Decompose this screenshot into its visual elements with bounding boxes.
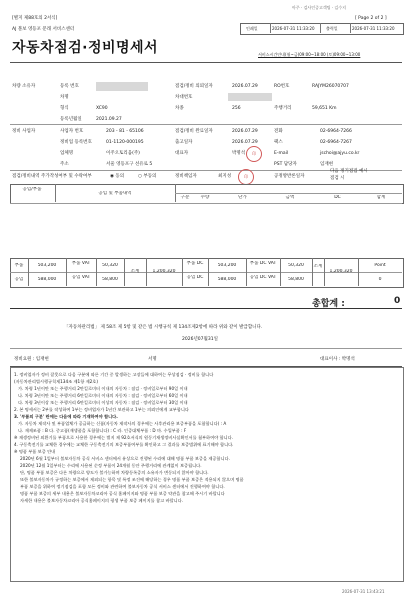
mileage-label: 주행거리 bbox=[274, 106, 292, 111]
parts-h2: 공임 및 부품내역 bbox=[98, 191, 132, 196]
reg-no-label: 등록 번호 bbox=[60, 84, 79, 89]
shop-no-value: 01-1120-000195 bbox=[106, 140, 144, 145]
email-label: E-mail bbox=[274, 151, 289, 156]
year-value: 2021.09.27 bbox=[96, 117, 122, 122]
next-inspection-label: 다음 정기점검 예시 bbox=[330, 169, 368, 174]
company-label: 업체명 bbox=[60, 151, 74, 156]
fax-label: 팩스 bbox=[274, 140, 283, 145]
output-label: 출력일 bbox=[326, 26, 338, 31]
sum-dc-vat-label-parts: 부품 DC VAT bbox=[249, 261, 277, 266]
ro-label: RO번호 bbox=[274, 84, 290, 89]
law-statement: 「자동차관리법」 제 58조 제 5항 및 같은 법 시행규칙 제 134조제2항에 따라 위와 같이 발급합니다. bbox=[64, 325, 263, 330]
recv-date-value: 2026.07.29 bbox=[232, 84, 258, 89]
subtotal-label: 소계 bbox=[130, 269, 140, 274]
business-label: 정비 사업자 bbox=[12, 129, 36, 134]
col-dc: DC bbox=[334, 195, 341, 200]
ro-value: RAJYM26070707 bbox=[312, 84, 349, 89]
biz-no-value: 203 - 81 - 65106 bbox=[106, 129, 144, 134]
shop-no-label: 정비업 등록번호 bbox=[60, 140, 92, 145]
mileage-value: 59,651 Km bbox=[312, 106, 337, 111]
cc-value: 256 bbox=[232, 106, 241, 111]
note-line: 2020년 6월 1일부터 볼보자동차 공식 서비스 센터에서 유상으로 진행된 수리에 대해 명품 부품 보증을 제공합니다. bbox=[20, 456, 230, 461]
sum-vat-parts: 50,320 bbox=[102, 263, 118, 268]
receiver-label: 정비요원 : 임재현 bbox=[14, 357, 49, 362]
email-value: jschoi@ajyu.co.kr bbox=[320, 151, 360, 156]
note-line: ※ 재생정비된 외환기를 부품으로 사용한 경우에는 별지 제 92호서식의 원동기재생정비사실확인서를 첨부하여야 합니다. bbox=[14, 435, 233, 440]
done-date-value: 2026.07.29 bbox=[232, 129, 258, 134]
pst-value: 임재현 bbox=[320, 162, 334, 167]
footer-timestamp: 2026-07-31 13:43:21 bbox=[342, 589, 385, 594]
point-value: 0 bbox=[378, 277, 382, 282]
note-line: ※ 명품 부품 보증 안내 bbox=[14, 449, 56, 454]
service-hours: 서비스시간안내(월~금)09:00~18:00 (토)09:00~13:00 bbox=[258, 52, 361, 57]
sum-cat-parts: 부품 bbox=[14, 263, 24, 268]
sum-amt-parts: 503,200 bbox=[37, 263, 57, 268]
warranty-label: 공정방반론일자 bbox=[274, 174, 305, 179]
address-label: 주소 bbox=[60, 162, 69, 167]
issue-date: 2026년07월31일 bbox=[182, 337, 218, 342]
dc-subtotal-label: 소계 bbox=[313, 264, 323, 269]
note-line: 3. '부품의 구분' 란에는 다음에 따라 기재하여야 합니다. bbox=[14, 414, 118, 419]
note-line: 자세한 내용은 볼보자동차코리아 공식홈페이지의 평생 부품 보증 페이지를 참고 바랍니다. bbox=[20, 498, 183, 503]
biz-no-label: 사업자 번호 bbox=[60, 129, 84, 134]
fax-value: 02-6964-7267 bbox=[320, 140, 352, 145]
note-line: 가. 차령 1년이만 또는 주행거리 2만킬로미터 이내의 자동차 : 점검 · 정비일로부터 90일 이내 bbox=[18, 386, 188, 391]
mechanic-seal: 印 bbox=[238, 169, 254, 185]
company-value: 이주오토리움(주) bbox=[106, 151, 140, 156]
service-center-name: AJ 볼보 영등포 문래 서비스센터 bbox=[12, 27, 75, 32]
tel-value: 02-6964-7266 bbox=[320, 129, 352, 134]
note-line: (자동차관리법시행규칙제134조 제1항 제2호) bbox=[14, 379, 98, 384]
next-inspection-value: 점검 시 bbox=[330, 176, 345, 181]
col-category: 구분 bbox=[180, 195, 190, 200]
print-label: 인쇄일 bbox=[246, 26, 258, 31]
address-value: 서울 영등포구 선유로 5 bbox=[106, 162, 153, 167]
cc-label: 차종 bbox=[175, 106, 184, 111]
sum-amt-labor: 588,000 bbox=[37, 277, 57, 282]
model-label: 차명 bbox=[60, 95, 69, 100]
note-line: 또한 볼보자동차가 규정하는 보증에서 제외되는 항목 및 특정 조건에 해당하는 경우 명품 부품 보증은 적용되지 않으며 명품 bbox=[20, 477, 244, 482]
sum-vat-labor: 58,800 bbox=[102, 277, 118, 282]
note-line: 1. 정비업자가 정비 잘못으로 다음 구분에 따른 기간 중 발생하는 고장들에 대하여는 무상점검 · 정비를 합니다 bbox=[14, 372, 214, 377]
document-title: 자동차점검·정비명세서 bbox=[12, 40, 159, 56]
note-line: 나. 차령 3년이만 또는 주행거리 6만킬로미터 이내의 자동차 : 점검 · 정비일로부터 60일 이내 bbox=[18, 393, 188, 398]
note-line: 4. 구동축전기를 교체한 경우에는 교체한 구동축전기의 보증부품여부를 확인하고 그 결과를 보증범위에 표기해야 합니다. bbox=[14, 442, 234, 447]
sum-dc-labor: 588,000 bbox=[217, 277, 237, 282]
year-label: 등록년월일 bbox=[60, 117, 82, 122]
sum-dc-vat-labor: 58,800 bbox=[288, 277, 304, 282]
mechanic-value: 최지성 bbox=[218, 174, 232, 179]
ceo-label: 대표이사 : 박명석 bbox=[320, 357, 355, 362]
consent-label: 점검/정비내역 주가작성여부 및 수락여부 bbox=[12, 174, 92, 179]
note-line: 단, 명품 부품 보증은 다른 차량으로 양도가 불가능하며 차량등록증의 소유자가 변동되지 않아야 합니다. bbox=[20, 470, 209, 475]
owner-label: 차량 소유자 bbox=[12, 84, 36, 89]
redacted-vin bbox=[228, 93, 272, 101]
sum-vat-label-labor: 공임 VAT bbox=[71, 275, 91, 280]
form-number: [별지 제88호의 2서식] bbox=[12, 16, 58, 21]
parts-h1: 공임/부품 bbox=[22, 187, 42, 192]
total-value: 0 bbox=[394, 296, 401, 306]
note-line: 부품 보증을 위하여 정기점검을 포함 모든 정비와 관련하여 볼보자동차 공식 서비스 센터에서 진행하여야 합니다. bbox=[20, 484, 225, 489]
company-seal: 印 bbox=[246, 146, 262, 162]
col-qty: 수량 bbox=[200, 195, 210, 200]
mechanic-label: 정비책임자 bbox=[175, 174, 197, 179]
col-unit-price: 단가 bbox=[238, 195, 247, 200]
recv-date-label: 점검/정비 의뢰일자 bbox=[175, 84, 213, 89]
subtotal-value: 1,200,320 bbox=[152, 269, 176, 274]
rep-value: 박명석 bbox=[232, 151, 246, 156]
note-line: 나. 재제조품 : B 다. 중고품(재생품을 포함합니다) : C 라. 인증대체부품 : D 마. 수입부품 : F bbox=[18, 428, 187, 433]
redacted-plate bbox=[96, 82, 148, 91]
note-line: 다. 차령 3년이상 또는 주행거리 6만킬로미터 이상의 자동차 : 점검 · 정비일로부터 30일 이내 bbox=[18, 400, 188, 405]
note-line: 가. 자동차 제작사 및 부품업체가 공급하는 신품(자동차 제작사의 경우에는 사후관리용 보증부품을 포함합니다) : A bbox=[18, 421, 227, 426]
note-line: 2. 본 명세서는 2부를 작성하여 1부는 정비업자가 1년간 보관하고 1부는 의뢰인에게 교부합니다 bbox=[14, 407, 189, 412]
type-value: XC90 bbox=[96, 106, 108, 111]
print-value: 2026-07-31 11:33:20 bbox=[272, 26, 315, 31]
consent-no[interactable]: ○ 부동의 bbox=[138, 174, 157, 179]
col-amount: 금액 bbox=[285, 195, 295, 200]
sum-dc-vat-parts: 50,320 bbox=[288, 263, 304, 268]
sum-dc-label-parts: 부품 DC bbox=[186, 261, 204, 266]
col-total: 합계 bbox=[376, 195, 386, 200]
out-date-value: 2026.07.29 bbox=[232, 140, 258, 145]
page-indicator: [ Page 2 of 2 ] bbox=[355, 16, 387, 21]
done-date-label: 점검/정비 완료일자 bbox=[175, 129, 213, 134]
vin-label: 차대번호 bbox=[175, 95, 193, 100]
sum-dc-label-labor: 공임 DC bbox=[186, 275, 204, 280]
sum-vat-label-parts: 부품 VAT bbox=[71, 261, 91, 266]
output-value: 2026-07-31 11:33:20 bbox=[352, 26, 395, 31]
sum-dc-vat-label-labor: 공임 DC VAT bbox=[249, 275, 277, 280]
type-label: 형식 bbox=[60, 106, 69, 111]
sum-cat-labor: 공임 bbox=[14, 277, 24, 282]
sum-dc-parts: 503,200 bbox=[217, 263, 237, 268]
note-line: 명품 부품 보증의 세부 내용은 볼보자동차코리아 공식 홈페이지와 명품 부품 보증 약관을 참고해 주시기 바랍니다 bbox=[20, 491, 225, 496]
total-label: 총합계 : bbox=[312, 299, 345, 309]
dc-subtotal-value: 1,200,320 bbox=[329, 269, 353, 274]
consent-yes[interactable]: ◉ 동의 bbox=[110, 174, 125, 179]
out-date-label: 출고일자 bbox=[175, 140, 193, 145]
point-label: Point bbox=[374, 263, 386, 268]
tel-label: 전화 bbox=[274, 129, 283, 134]
note-line: 2020년 12월 1일부터는 수리에 사용된 순정 부품이 24개월 동안 주행거리에 관계없이 보증됩니다. bbox=[20, 463, 202, 468]
signature-label: 서명 bbox=[148, 357, 157, 362]
pst-label: PST 담당자 bbox=[274, 162, 297, 167]
rep-label: 대표자 bbox=[175, 151, 189, 156]
top-right-info: 아주 · 검사인증고객팀 · 김수지 bbox=[292, 5, 346, 10]
